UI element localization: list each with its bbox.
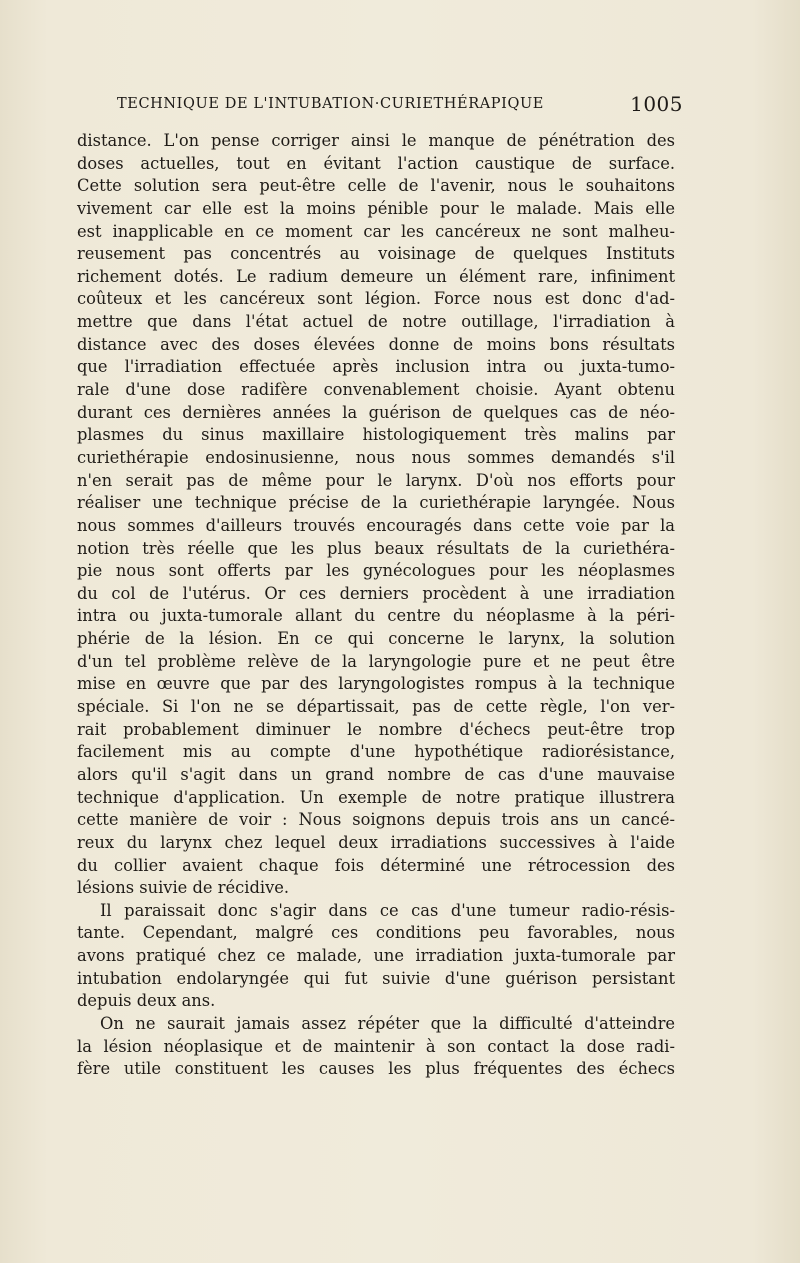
text-line: d'un tel problème relève de la laryngologie pure et ne peut être bbox=[77, 651, 675, 671]
text-line: coûteux et les cancéreux sont légion. Force nous est donc d'ad- bbox=[77, 289, 675, 309]
text-line: reusement pas concentrés au voisinage de quelques Instituts bbox=[77, 244, 675, 264]
text-line: spéciale. Si l'on ne se départissait, pas de cette règle, l'on ver- bbox=[77, 697, 675, 717]
page-number: 1005 bbox=[630, 92, 683, 116]
text-line: que l'irradiation effectuée après inclusion intra ou juxta-tumo- bbox=[77, 357, 675, 377]
text-line: intra ou juxta-tumorale allant du centre du néoplasme à la péri- bbox=[77, 606, 675, 626]
text-line: curiethérapie endosinusienne, nous nous sommes demandés s'il bbox=[77, 447, 675, 467]
text-line: distance avec des doses élevées donne de moins bons résultats bbox=[77, 334, 675, 354]
text-line: nous sommes d'ailleurs trouvés encouragés dans cette voie par la bbox=[77, 515, 675, 535]
text-line: Cette solution sera peut-être celle de l'avenir, nous le souhaitons bbox=[77, 176, 675, 196]
text-line: intubation endolaryngée qui fut suivie d'une guérison persistant bbox=[77, 968, 675, 988]
text-line: vivement car elle est la moins pénible pour le malade. Mais elle bbox=[77, 198, 675, 218]
text-line: la lésion néoplasique et de maintenir à son contact la dose radi- bbox=[77, 1036, 675, 1056]
running-title: TECHNIQUE DE L'INTUBATION·CURIETHÉRAPIQUE bbox=[117, 96, 544, 112]
text-line: rale d'une dose radifère convenablement choisie. Ayant obtenu bbox=[77, 380, 675, 400]
text-line: rait probablement diminuer le nombre d'échecs peut-être trop bbox=[77, 719, 675, 739]
text-line: réaliser une technique précise de la curiethérapie laryngée. Nous bbox=[77, 493, 675, 513]
text-line: mise en œuvre que par des laryngologistes rompus à la technique bbox=[77, 674, 675, 694]
text-line: lésions suivie de récidive. bbox=[77, 878, 290, 898]
page-header bbox=[117, 92, 683, 118]
text-line: mettre que dans l'état actuel de notre outillage, l'irradiation à bbox=[77, 312, 675, 332]
text-line: durant ces dernières années la guérison de quelques cas de néo- bbox=[77, 402, 675, 422]
text-line: pie nous sont offerts par les gynécologues pour les néoplasmes bbox=[77, 561, 675, 581]
text-line: facilement mis au compte d'une hypothétique radiorésistance, bbox=[77, 742, 675, 762]
text-line: distance. L'on pense corriger ainsi le manque de pénétration des bbox=[77, 131, 675, 150]
text-line: phérie de la lésion. En ce qui concerne le larynx, la solution bbox=[77, 629, 675, 649]
text-line: tante. Cependant, malgré ces conditions peu favorables, nous bbox=[77, 923, 675, 943]
text-line: On ne saurait jamais assez répéter que la difficulté d'atteindre bbox=[100, 1013, 675, 1033]
text-line: cette manière de voir : Nous soignons depuis trois ans un cancé- bbox=[77, 810, 675, 830]
text-line: fère utile constituent les causes les plus fréquentes des échecs bbox=[77, 1059, 675, 1079]
text-line: Il paraissait donc s'agir dans ce cas d'une tumeur radio-résis- bbox=[100, 900, 675, 920]
text-line: reux du larynx chez lequel deux irradiations successives à l'aide bbox=[77, 832, 675, 852]
text-line: du col de l'utérus. Or ces derniers procèdent à une irradiation bbox=[77, 583, 675, 603]
text-line: richement dotés. Le radium demeure un élément rare, infiniment bbox=[77, 266, 675, 286]
text-line: technique d'application. Un exemple de notre pratique illustrera bbox=[77, 787, 675, 807]
text-line: depuis deux ans. bbox=[77, 991, 216, 1011]
text-line: est inapplicable en ce moment car les cancéreux ne sont malheu- bbox=[77, 221, 675, 241]
text-line: du collier avaient chaque fois déterminé une rétrocession des bbox=[77, 855, 675, 875]
body-text bbox=[77, 130, 675, 1081]
text-line: notion très réelle que les plus beaux résultats de la curiethéra- bbox=[77, 538, 675, 558]
text-line: alors qu'il s'agit dans un grand nombre de cas d'une mauvaise bbox=[77, 764, 675, 784]
text-line: doses actuelles, tout en évitant l'action caustique de surface. bbox=[77, 153, 675, 173]
text-line: plasmes du sinus maxillaire histologiquement très malins par bbox=[77, 425, 675, 445]
text-line: avons pratiqué chez ce malade, une irradiation juxta-tumorale par bbox=[77, 946, 675, 966]
text-line: n'en serait pas de même pour le larynx. D'où nos efforts pour bbox=[77, 470, 675, 490]
